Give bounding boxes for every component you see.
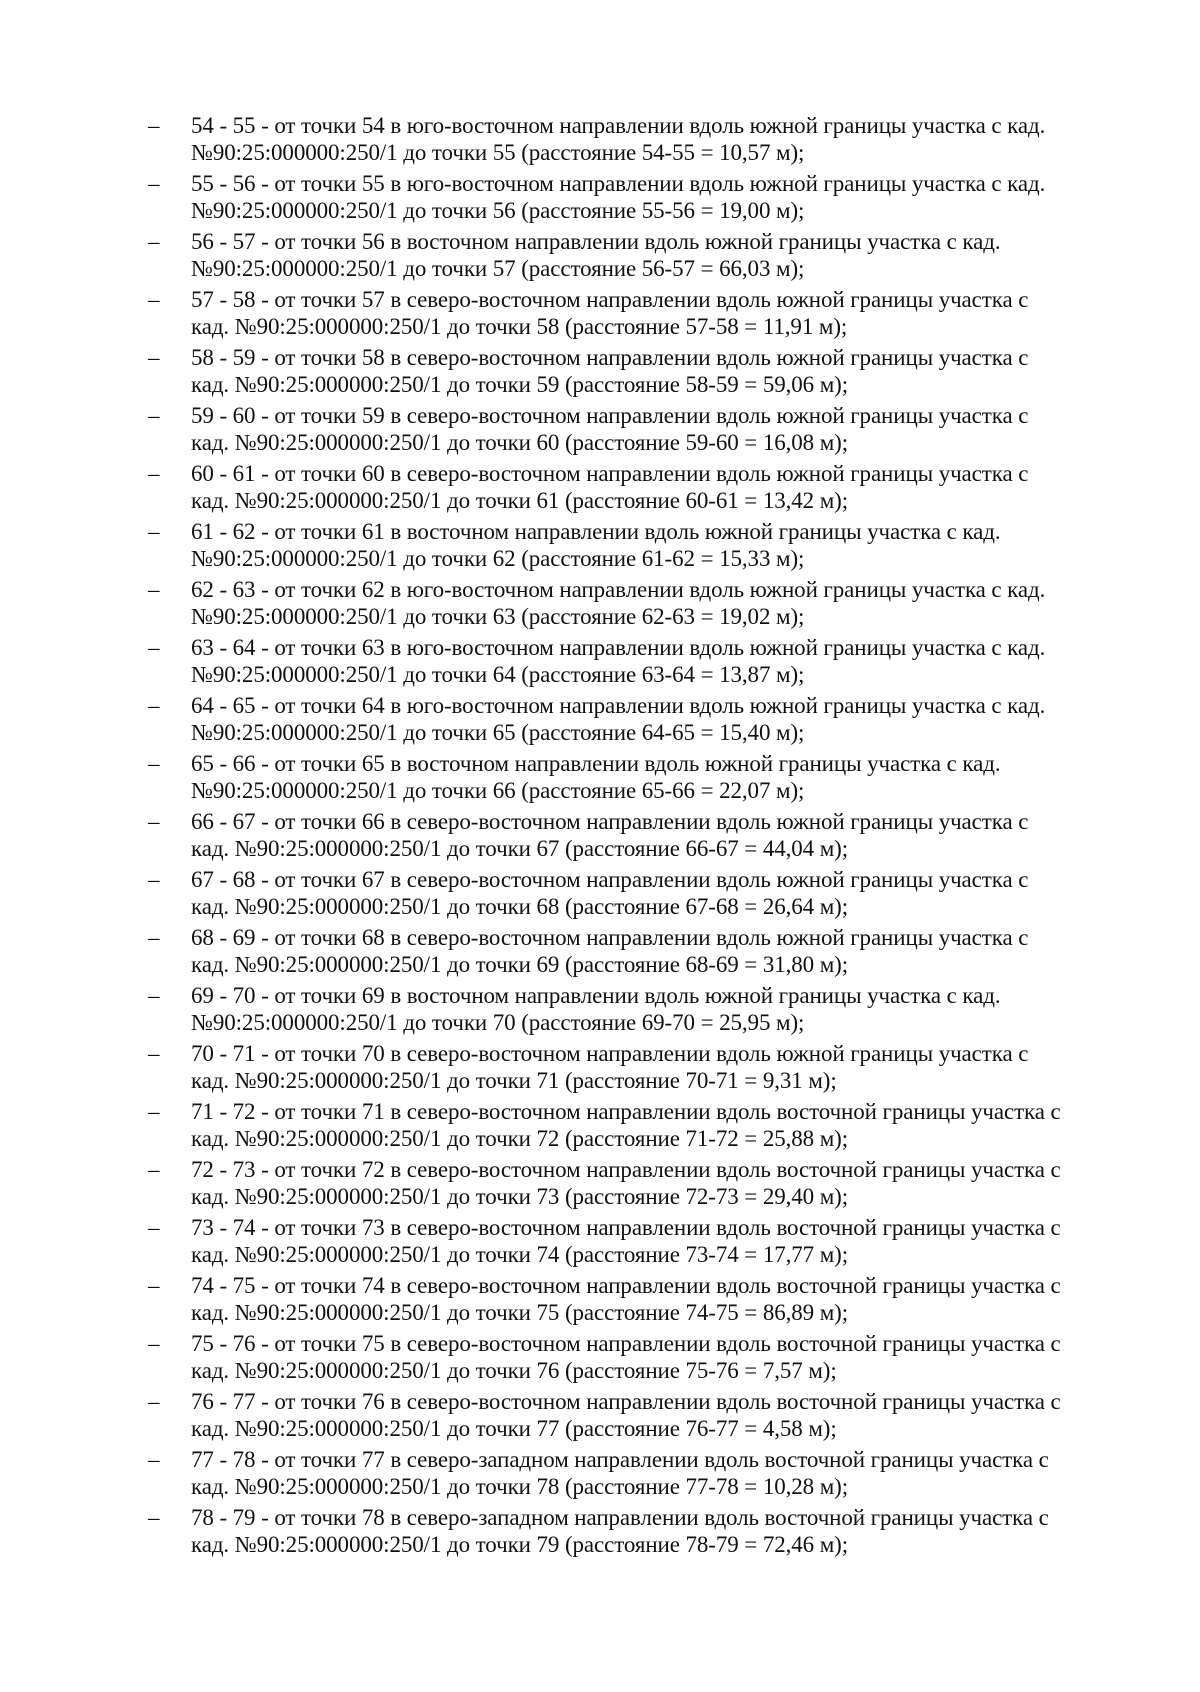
list-bullet-dash: –	[148, 983, 160, 1008]
list-bullet-dash: –	[148, 287, 160, 312]
segment-description-line-1: 77 - 78 - от точки 77 в северо-западном направлении вдоль восточной границы участка с	[191, 1447, 1049, 1472]
segment-description-line-2: кад. №90:25:000000:250/1 до точки 78 (расстояние 77-78 = 10,28 м);	[191, 1474, 849, 1499]
list-bullet-dash: –	[148, 519, 160, 544]
list-item	[148, 982, 1138, 1040]
list-bullet-dash: –	[148, 1215, 160, 1240]
segment-description-line-2: №90:25:000000:250/1 до точки 64 (расстояние 63-64 = 13,87 м);	[191, 662, 805, 687]
segment-description-line-1: 75 - 76 - от точки 75 в северо-восточном направлении вдоль восточной границы участка с	[191, 1331, 1061, 1356]
list-bullet-dash: –	[148, 461, 160, 486]
segment-description-line-1: 61 - 62 - от точки 61 в восточном направлении вдоль южной границы участка с кад.	[191, 519, 1001, 544]
segment-description-line-2: кад. №90:25:000000:250/1 до точки 76 (расстояние 75-76 = 7,57 м);	[191, 1358, 837, 1383]
list-bullet-dash: –	[148, 1273, 160, 1298]
list-item	[148, 170, 1138, 228]
list-bullet-dash: –	[148, 635, 160, 660]
segment-description-line-1: 78 - 79 - от точки 78 в северо-западном направлении вдоль восточной границы участка с	[191, 1505, 1049, 1530]
segment-description-line-1: 59 - 60 - от точки 59 в северо-восточном направлении вдоль южной границы участка с	[191, 403, 1029, 428]
list-bullet-dash: –	[148, 751, 160, 776]
list-bullet-dash: –	[148, 345, 160, 370]
list-bullet-dash: –	[148, 171, 160, 196]
segment-description-line-1: 60 - 61 - от точки 60 в северо-восточном направлении вдоль южной границы участка с	[191, 461, 1029, 486]
segment-description-line-1: 68 - 69 - от точки 68 в северо-восточном направлении вдоль южной границы участка с	[191, 925, 1029, 950]
list-item	[148, 634, 1138, 692]
segment-description-line-1: 71 - 72 - от точки 71 в северо-восточном направлении вдоль восточной границы участка с	[191, 1099, 1061, 1124]
segment-description-line-1: 66 - 67 - от точки 66 в северо-восточном направлении вдоль южной границы участка с	[191, 809, 1029, 834]
list-item	[148, 1330, 1138, 1388]
segment-description-line-1: 65 - 66 - от точки 65 в восточном направлении вдоль южной границы участка с кад.	[191, 751, 1001, 776]
list-bullet-dash: –	[148, 1505, 160, 1530]
list-item	[148, 460, 1138, 518]
list-item	[148, 924, 1138, 982]
segment-description-line-1: 63 - 64 - от точки 63 в юго-восточном направлении вдоль южной границы участка с кад.	[191, 635, 1046, 660]
segment-description-line-2: кад. №90:25:000000:250/1 до точки 71 (расстояние 70-71 = 9,31 м);	[191, 1068, 837, 1093]
segment-description-line-1: 72 - 73 - от точки 72 в северо-восточном направлении вдоль восточной границы участка с	[191, 1157, 1061, 1182]
list-bullet-dash: –	[148, 1041, 160, 1066]
list-item	[148, 750, 1138, 808]
segment-description-line-1: 57 - 58 - от точки 57 в северо-восточном направлении вдоль южной границы участка с	[191, 287, 1029, 312]
list-item	[148, 344, 1138, 402]
list-item	[148, 1040, 1138, 1098]
segment-description-line-2: №90:25:000000:250/1 до точки 63 (расстояние 62-63 = 19,02 м);	[191, 604, 805, 629]
list-bullet-dash: –	[148, 925, 160, 950]
segment-description-line-1: 64 - 65 - от точки 64 в юго-восточном направлении вдоль южной границы участка с кад.	[191, 693, 1046, 718]
segment-description-line-2: кад. №90:25:000000:250/1 до точки 60 (расстояние 59-60 = 16,08 м);	[191, 430, 849, 455]
segment-description-line-2: №90:25:000000:250/1 до точки 62 (расстояние 61-62 = 15,33 м);	[191, 546, 805, 571]
segment-description-line-2: кад. №90:25:000000:250/1 до точки 68 (расстояние 67-68 = 26,64 м);	[191, 894, 849, 919]
list-bullet-dash: –	[148, 1099, 160, 1124]
list-bullet-dash: –	[148, 1447, 160, 1472]
list-bullet-dash: –	[148, 693, 160, 718]
list-bullet-dash: –	[148, 1331, 160, 1356]
segment-description-line-2: №90:25:000000:250/1 до точки 55 (расстояние 54-55 = 10,57 м);	[191, 140, 805, 165]
segment-description-line-2: кад. №90:25:000000:250/1 до точки 77 (расстояние 76-77 = 4,58 м);	[191, 1416, 837, 1441]
list-item	[148, 1272, 1138, 1330]
list-item	[148, 1504, 1138, 1562]
segment-description-line-1: 62 - 63 - от точки 62 в юго-восточном направлении вдоль южной границы участка с кад.	[191, 577, 1046, 602]
segment-description-line-1: 70 - 71 - от точки 70 в северо-восточном направлении вдоль южной границы участка с	[191, 1041, 1029, 1066]
list-bullet-dash: –	[148, 229, 160, 254]
list-bullet-dash: –	[148, 867, 160, 892]
list-item	[148, 1156, 1138, 1214]
segment-description-line-1: 76 - 77 - от точки 76 в северо-восточном направлении вдоль восточной границы участка с	[191, 1389, 1061, 1414]
list-bullet-dash: –	[148, 1389, 160, 1414]
list-bullet-dash: –	[148, 403, 160, 428]
list-item	[148, 1098, 1138, 1156]
segment-description-line-2: №90:25:000000:250/1 до точки 65 (расстояние 64-65 = 15,40 м);	[191, 720, 805, 745]
list-item	[148, 808, 1138, 866]
segment-description-line-1: 54 - 55 - от точки 54 в юго-восточном направлении вдоль южной границы участка с кад.	[191, 113, 1046, 138]
segment-description-line-2: кад. №90:25:000000:250/1 до точки 58 (расстояние 57-58 = 11,91 м);	[191, 314, 848, 339]
list-item	[148, 1214, 1138, 1272]
list-bullet-dash: –	[148, 113, 160, 138]
list-item	[148, 286, 1138, 344]
segment-description-line-2: кад. №90:25:000000:250/1 до точки 67 (расстояние 66-67 = 44,04 м);	[191, 836, 849, 861]
segment-description-line-2: кад. №90:25:000000:250/1 до точки 74 (расстояние 73-74 = 17,77 м);	[191, 1242, 849, 1267]
list-item	[148, 1388, 1138, 1446]
segment-description-line-1: 74 - 75 - от точки 74 в северо-восточном направлении вдоль восточной границы участка с	[191, 1273, 1061, 1298]
segment-description-line-2: №90:25:000000:250/1 до точки 57 (расстояние 56-57 = 66,03 м);	[191, 256, 805, 281]
list-item	[148, 576, 1138, 634]
segment-description-line-1: 69 - 70 - от точки 69 в восточном направлении вдоль южной границы участка с кад.	[191, 983, 1001, 1008]
list-item	[148, 692, 1138, 750]
list-item	[148, 866, 1138, 924]
list-bullet-dash: –	[148, 809, 160, 834]
segment-description-line-2: №90:25:000000:250/1 до точки 66 (расстояние 65-66 = 22,07 м);	[191, 778, 805, 803]
list-item	[148, 518, 1138, 576]
segment-description-line-2: кад. №90:25:000000:250/1 до точки 72 (расстояние 71-72 = 25,88 м);	[191, 1126, 849, 1151]
segment-description-line-1: 55 - 56 - от точки 55 в юго-восточном направлении вдоль южной границы участка с кад.	[191, 171, 1046, 196]
segment-description-line-1: 67 - 68 - от точки 67 в северо-восточном направлении вдоль южной границы участка с	[191, 867, 1029, 892]
segment-description-line-2: кад. №90:25:000000:250/1 до точки 59 (расстояние 58-59 = 59,06 м);	[191, 372, 849, 397]
list-item	[148, 112, 1138, 170]
segment-description-line-2: кад. №90:25:000000:250/1 до точки 79 (расстояние 78-79 = 72,46 м);	[191, 1532, 849, 1557]
list-item	[148, 1446, 1138, 1504]
segment-description-line-2: кад. №90:25:000000:250/1 до точки 75 (расстояние 74-75 = 86,89 м);	[191, 1300, 849, 1325]
boundary-segment-list	[148, 112, 1138, 1562]
segment-description-line-1: 58 - 59 - от точки 58 в северо-восточном направлении вдоль южной границы участка с	[191, 345, 1029, 370]
segment-description-line-1: 56 - 57 - от точки 56 в восточном направлении вдоль южной границы участка с кад.	[191, 229, 1001, 254]
segment-description-line-2: №90:25:000000:250/1 до точки 70 (расстояние 69-70 = 25,95 м);	[191, 1010, 805, 1035]
segment-description-line-2: №90:25:000000:250/1 до точки 56 (расстояние 55-56 = 19,00 м);	[191, 198, 805, 223]
list-bullet-dash: –	[148, 1157, 160, 1182]
segment-description-line-1: 73 - 74 - от точки 73 в северо-восточном направлении вдоль восточной границы участка с	[191, 1215, 1061, 1240]
segment-description-line-2: кад. №90:25:000000:250/1 до точки 73 (расстояние 72-73 = 29,40 м);	[191, 1184, 849, 1209]
segment-description-line-2: кад. №90:25:000000:250/1 до точки 69 (расстояние 68-69 = 31,80 м);	[191, 952, 849, 977]
list-bullet-dash: –	[148, 577, 160, 602]
list-item	[148, 228, 1138, 286]
list-item	[148, 402, 1138, 460]
segment-description-line-2: кад. №90:25:000000:250/1 до точки 61 (расстояние 60-61 = 13,42 м);	[191, 488, 849, 513]
